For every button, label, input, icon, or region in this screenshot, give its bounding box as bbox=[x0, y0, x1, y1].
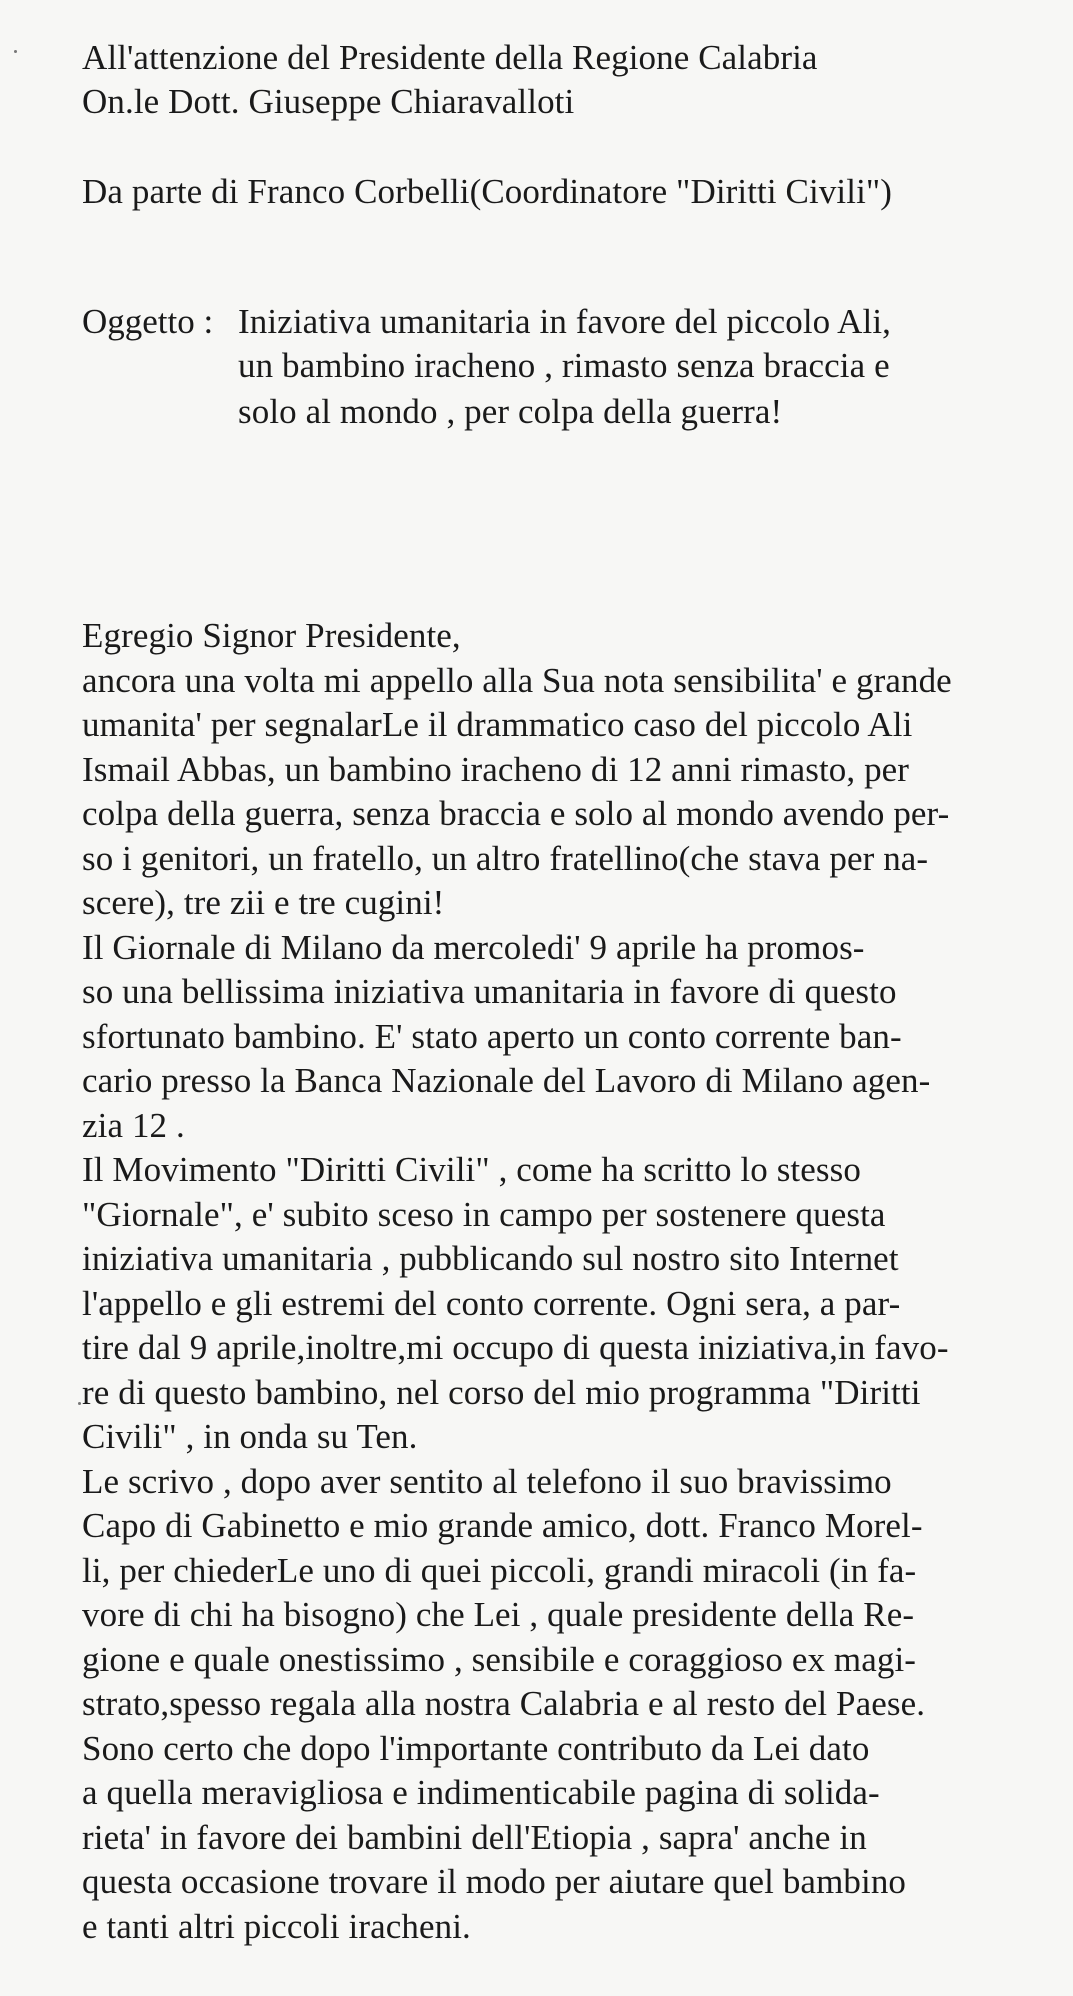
body-line: Capo di Gabinetto e mio grande amico, dott. Franco Morel- bbox=[82, 1506, 923, 1545]
body-line: iniziativa umanitaria , pubblicando sul nostro sito Internet bbox=[82, 1239, 899, 1278]
body-line: Il Giornale di Milano da mercoledi' 9 aprile ha promos- bbox=[82, 928, 865, 967]
body-line: Le scrivo , dopo aver sentito al telefono il suo bravissimo bbox=[82, 1462, 892, 1501]
body-line: rieta' in favore dei bambini dell'Etiopia , sapra' anche in bbox=[82, 1818, 867, 1857]
body-line: questa occasione trovare il modo per aiutare quel bambino bbox=[82, 1862, 907, 1901]
body-line: Ismail Abbas, un bambino iracheno di 12 anni rimasto, per bbox=[82, 750, 910, 789]
body-line: e tanti altri piccoli iracheni. bbox=[82, 1907, 471, 1946]
subject-label: Oggetto : bbox=[82, 302, 214, 341]
body-line: vore di chi ha bisogno) che Lei , quale presidente della Re- bbox=[82, 1595, 915, 1634]
salutation: Egregio Signor Presidente, bbox=[82, 616, 461, 655]
body-line: colpa della guerra, senza braccia e solo al mondo avendo per- bbox=[82, 794, 950, 833]
body-line: Civili" , in onda su Ten. bbox=[82, 1417, 418, 1456]
subject-line: solo al mondo , per colpa della guerra! bbox=[238, 392, 783, 431]
body-line: l'appello e gli estremi del conto corrente. Ogni sera, a par- bbox=[82, 1284, 901, 1323]
body-line: sfortunato bambino. E' stato aperto un conto corrente ban- bbox=[82, 1017, 902, 1056]
body-line: li, per chiederLe uno di quei piccoli, grandi miracoli (in fa- bbox=[82, 1551, 917, 1590]
scan-speck-top bbox=[14, 50, 17, 53]
recipient-line-1: All'attenzione del Presidente della Regione Calabria bbox=[82, 38, 818, 77]
body-line: Il Movimento "Diritti Civili" , come ha scritto lo stesso bbox=[82, 1150, 861, 1189]
body-line: "Giornale", e' subito sceso in campo per sostenere questa bbox=[82, 1195, 886, 1234]
body-line: cario presso la Banca Nazionale del Lavoro di Milano agen- bbox=[82, 1061, 931, 1100]
body-line: gione e quale onestissimo , sensibile e coraggioso ex magi- bbox=[82, 1640, 917, 1679]
body-line: so una bellissima iniziativa umanitaria in favore di questo bbox=[82, 972, 897, 1011]
scan-speck-left bbox=[78, 1402, 81, 1405]
sender-line: Da parte di Franco Corbelli(Coordinatore "Diritti Civili") bbox=[82, 172, 893, 211]
subject-line: Iniziativa umanitaria in favore del piccolo Ali, bbox=[238, 302, 892, 341]
body-line: zia 12 . bbox=[82, 1106, 185, 1145]
body-line: so i genitori, un fratello, un altro fratellino(che stava per na- bbox=[82, 839, 929, 878]
body-line: a quella meravigliosa e indimenticabile pagina di solida- bbox=[82, 1773, 880, 1812]
body-line: Sono certo che dopo l'importante contributo da Lei dato bbox=[82, 1729, 870, 1768]
recipient-line-2: On.le Dott. Giuseppe Chiaravalloti bbox=[82, 82, 575, 121]
body-line: re di questo bambino, nel corso del mio programma "Diritti bbox=[82, 1373, 921, 1412]
body-line: strato,spesso regala alla nostra Calabria e al resto del Paese. bbox=[82, 1684, 926, 1723]
body-line: ancora una volta mi appello alla Sua nota sensibilita' e grande bbox=[82, 661, 952, 700]
body-line: umanita' per segnalarLe il drammatico caso del piccolo Ali bbox=[82, 705, 913, 744]
body-line: scere), tre zii e tre cugini! bbox=[82, 883, 445, 922]
body-line: tire dal 9 aprile,inoltre,mi occupo di questa iniziativa,in favo- bbox=[82, 1328, 949, 1367]
subject-line: un bambino iracheno , rimasto senza braccia e bbox=[238, 346, 890, 385]
